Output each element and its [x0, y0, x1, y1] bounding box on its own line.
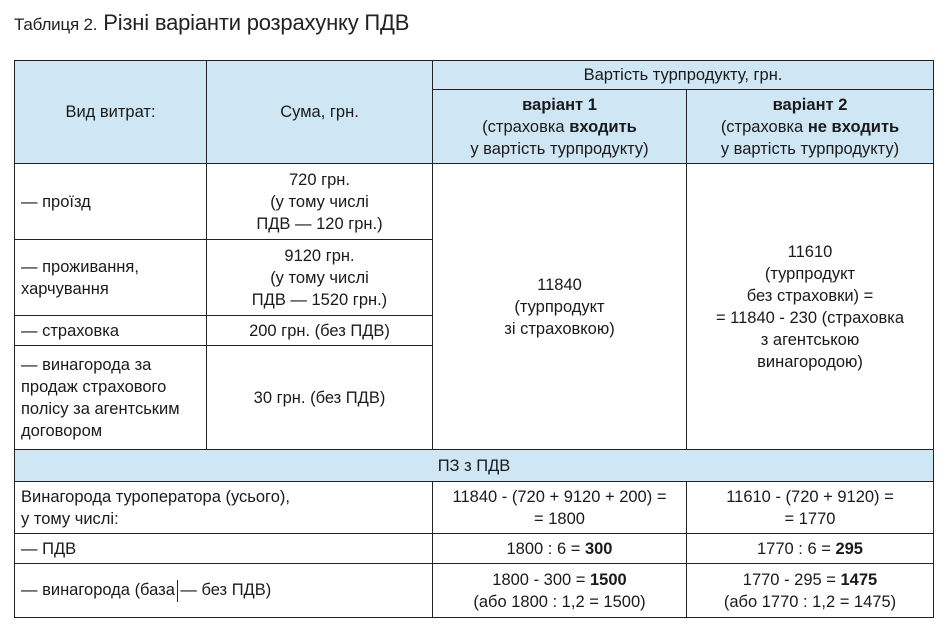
variant-1-title: варіант 1 [522, 95, 597, 114]
header-sum: Сума, грн. [207, 61, 433, 164]
calc-reward-total-v1 [433, 482, 687, 534]
variant-1-total [433, 164, 687, 450]
row-lodging-sum [207, 240, 433, 316]
reward-label-4: договором [21, 421, 103, 440]
lodging-sum-3: ПДВ — 1520 грн.) [251, 290, 388, 309]
calc-reward-base-label [15, 564, 433, 618]
calc-reward-base-v2 [687, 564, 934, 618]
header-cost: Вартість турпродукту, грн. [433, 61, 934, 90]
variant-2-total [687, 164, 934, 450]
row-insurance-sum: 200 грн. (без ПДВ) [207, 316, 433, 346]
row-lodging-label [15, 240, 207, 316]
calc-v2-line-2: = 1770 [784, 509, 836, 528]
variant-1-note-b: входить [569, 117, 637, 136]
calc-reward-total-v2 [687, 482, 934, 534]
calc-vat-v2 [687, 534, 934, 564]
v2-total-3: без страховки) = [746, 286, 874, 305]
calc-vat-label: — ПДВ [15, 534, 433, 564]
divider-bar [177, 580, 179, 602]
row-reward-label [15, 346, 207, 450]
v1-total-3: зі страховкою) [504, 319, 615, 338]
lodging-label-1: — проживання, [21, 257, 139, 276]
reward-base-label-b: — без ПДВ) [180, 581, 272, 600]
reward-label-1: — винагорода за [21, 355, 152, 374]
base-v1-expr: 1800 - 300 = [492, 570, 590, 589]
base-v2-result: 1475 [840, 570, 878, 589]
calc-v1-line-2: = 1800 [534, 509, 585, 528]
v2-total-5: з агентською [760, 330, 860, 349]
calc-reward-total-label-2: у тому числі: [21, 509, 119, 528]
reward-label-3: полісу за агентським [21, 399, 180, 418]
reward-base-label-a: — винагорода (база [21, 581, 175, 600]
calc-v2-line-1: 11610 - (720 + 9120) = [726, 487, 894, 506]
base-v1-result: 1500 [589, 570, 627, 589]
table-caption [14, 10, 409, 36]
row-travel-label: — проїзд [15, 164, 207, 240]
row-reward-sum: 30 грн. (без ПДВ) [207, 346, 433, 450]
lodging-label-2: харчування [21, 279, 109, 298]
section-title: ПЗ з ПДВ [15, 450, 934, 482]
base-v1-alt: (або 1800 : 1,2 = 1500) [473, 592, 646, 611]
lodging-sum-2: (у тому числі [270, 268, 369, 287]
vat-v1-result: 300 [584, 539, 613, 558]
calc-reward-total-label-1: Винагорода туроператора (усього), [21, 487, 290, 506]
variant-2-title: варіант 2 [772, 95, 848, 114]
calc-reward-total-label [15, 482, 433, 534]
base-v2-alt: (або 1770 : 1,2 = 1475) [723, 592, 897, 611]
vat-table [14, 60, 934, 618]
variant-2-note-a: (страховка [720, 117, 808, 136]
variant-2-note-c: у вартість турпродукту) [720, 139, 900, 158]
reward-label-2: продаж страхового [21, 377, 167, 396]
section-row [15, 450, 934, 482]
table-row [15, 164, 934, 240]
calc-v1-line-1: 11840 - (720 + 9120 + 200) = [452, 487, 667, 506]
v2-total-4: = 11840 - 230 (страховка [715, 308, 905, 327]
v1-total-2: (турпродукт [514, 297, 605, 316]
lodging-sum-1: 9120 грн. [284, 246, 355, 265]
base-v2-expr: 1770 - 295 = [742, 570, 841, 589]
row-insurance-label: — страховка [15, 316, 207, 346]
vat-v1-expr: 1800 : 6 = [506, 539, 585, 558]
variant-1-note-c: у вартість турпродукту) [470, 139, 649, 158]
v2-total-2: (турпродукт [764, 264, 856, 283]
table-row [15, 534, 934, 564]
caption-prefix: Таблиця 2. [14, 15, 98, 34]
travel-sum-2: (у тому числі [270, 192, 369, 211]
table-row [15, 482, 934, 534]
caption-title: Різні варіанти розрахунку ПДВ [103, 10, 410, 35]
header-variant-1 [433, 90, 687, 164]
vat-v2-result: 295 [835, 539, 863, 558]
header-variant-2 [687, 90, 934, 164]
travel-sum-3: ПДВ — 120 грн.) [256, 214, 383, 233]
vat-v2-expr: 1770 : 6 = [757, 539, 836, 558]
v1-total-1: 11840 [537, 275, 582, 294]
calc-reward-base-v1 [433, 564, 687, 618]
header-expense-type: Вид витрат: [15, 61, 207, 164]
v2-total-6: винагородою) [757, 352, 863, 371]
variant-1-note-a: (страховка [482, 117, 570, 136]
table-row [15, 564, 934, 618]
travel-sum-1: 720 грн. [288, 170, 350, 189]
v2-total-1: 11610 [787, 242, 833, 261]
calc-vat-v1 [433, 534, 687, 564]
variant-2-note-b: не входить [807, 117, 900, 136]
row-travel-sum [207, 164, 433, 240]
